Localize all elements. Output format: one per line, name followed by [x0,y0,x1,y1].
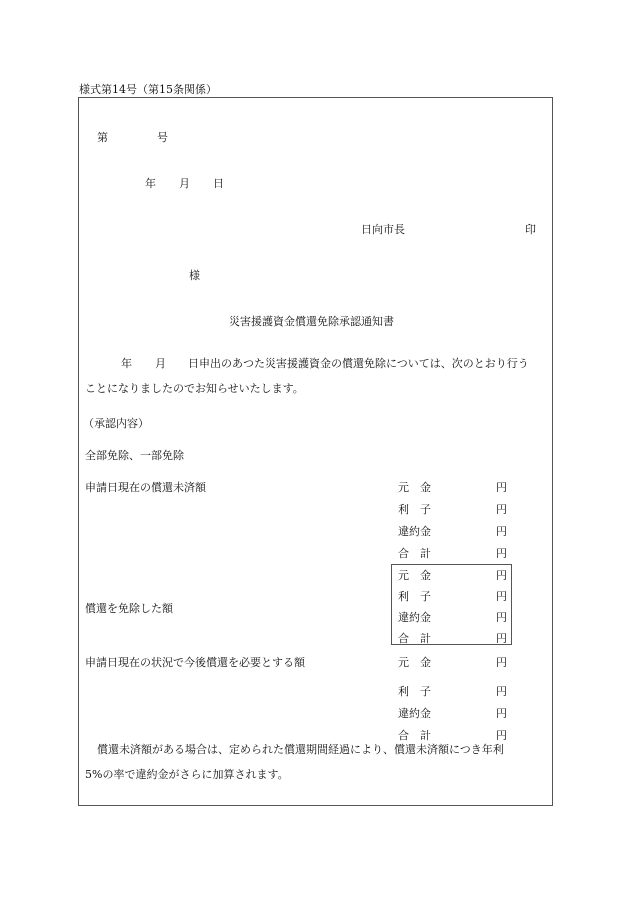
issuer-seal: 印 [525,223,536,236]
yen-unit: 円 [496,525,507,538]
body-date-year: 年 [121,357,132,370]
yen-unit: 円 [496,611,507,624]
exemption-type: 全部免除、一部免除 [85,449,184,462]
item-name: 合 計 [398,632,431,645]
outstanding-total-row [394,545,510,559]
required-total-row [394,727,510,741]
body-date-month: 月 [155,357,166,370]
item-name: 違約金 [398,707,431,720]
required-principal-row [394,654,510,668]
date-year: 年 [145,177,156,190]
required-penalty-row [394,705,510,719]
item-name: 利 子 [398,503,431,516]
date-day: 日 [213,177,224,190]
item-name: 元 金 [398,569,431,582]
issuer-name: 日向市長 [361,223,405,236]
item-name: 合 計 [398,729,431,742]
document-title: 災害援護資金償還免除承認通知書 [229,315,394,328]
item-name: 利 子 [398,685,431,698]
note-line-2: 5%の率で違約金がさらに加算されます。 [85,768,289,781]
required-label: 申請日現在の状況で今後償還を必要とする額 [85,656,305,669]
yen-unit: 円 [496,656,507,669]
outstanding-label: 申請日現在の償還未済額 [85,481,206,494]
yen-unit: 円 [496,590,507,603]
item-name: 元 金 [398,656,431,669]
item-name: 利 子 [398,590,431,603]
note-line-1: 償還未済額がある場合は、定められた償還期間経過により、償還未済額につき年利 [97,743,504,756]
recipient-suffix: 様 [189,269,200,282]
required-interest-row [394,683,510,697]
yen-unit: 円 [496,707,507,720]
yen-unit: 円 [496,503,507,516]
section-heading: （承認内容） [83,417,149,430]
yen-unit: 円 [496,481,507,494]
yen-unit: 円 [496,547,507,560]
exempted-total-row [394,630,510,644]
doc-number-suffix: 号 [157,131,168,144]
form-number: 様式第14号（第15条関係） [79,83,217,96]
item-name: 合 計 [398,547,431,560]
item-name: 違約金 [398,525,431,538]
exempted-penalty-row [394,609,510,623]
yen-unit: 円 [496,569,507,582]
yen-unit: 円 [496,632,507,645]
body-line-2: ことになりましたのでお知らせいたします。 [85,382,304,395]
outstanding-principal-row [394,479,510,493]
exempted-label: 償還を免除した額 [85,602,173,615]
yen-unit: 円 [496,685,507,698]
body-line-1: 日申出のあつた災害援護資金の償還免除については、次のとおり行う [188,357,529,370]
exempted-interest-row [394,588,510,602]
yen-unit: 円 [496,729,507,742]
outstanding-interest-row [394,501,510,515]
exempted-principal-row [394,567,510,581]
item-name: 違約金 [398,611,431,624]
date-month: 月 [179,177,190,190]
outstanding-penalty-row [394,523,510,537]
doc-number-prefix: 第 [97,131,108,144]
item-name: 元 金 [398,481,431,494]
